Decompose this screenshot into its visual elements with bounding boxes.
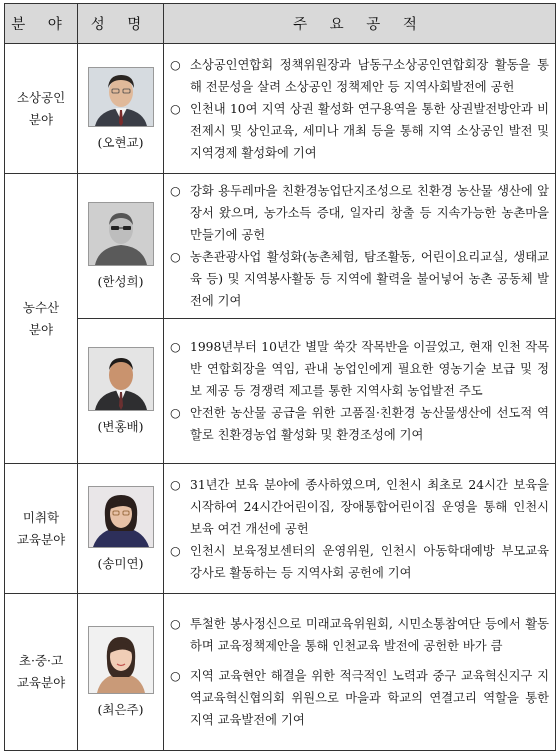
person-cell bbox=[78, 44, 164, 174]
achievement-text: 1998년부터 10년간 별말 쑥갓 작목반을 이끌었고, 현재 인천 작목반 연합회장을 역임, 관내 농업인에게 필요한 영농기술 보급 및 정보 제공 등 경쟁력 제고를 통한 지역사회 농업발전 주도 bbox=[190, 340, 550, 398]
person-name: (변홍배) bbox=[97, 419, 144, 434]
person-name: (최은주) bbox=[97, 702, 144, 717]
header-field: 분 야 bbox=[5, 4, 78, 44]
achievements-cell bbox=[164, 319, 556, 464]
field-cell bbox=[5, 594, 78, 751]
achievement-text: 인천내 10여 지역 상권 활성화 연구용역을 통한 상권발전방안과 비전제시 및 상인교육, 세미나 개최 등을 통해 지역 소상공인 발전 및 지역경제 활성화에 기여 bbox=[190, 101, 549, 160]
table-row bbox=[5, 319, 556, 464]
achievement-item bbox=[170, 540, 549, 584]
achievement-text: 인천시 보육정보센터의 운영위원, 인천시 아동학대예방 부모교육 강사로 활동하는 등 지역사회 공헌에 기여 bbox=[190, 543, 549, 580]
bullet-icon: ○ bbox=[170, 57, 181, 72]
awardee-table-sheet bbox=[4, 3, 555, 751]
table-row bbox=[5, 464, 556, 594]
portrait-photo bbox=[88, 67, 154, 127]
header-name: 성 명 bbox=[78, 4, 164, 44]
field-label: 교육분야 bbox=[16, 675, 66, 690]
bullet-icon: ○ bbox=[170, 617, 181, 631]
field-cell bbox=[5, 464, 78, 594]
person-name: (송미연) bbox=[97, 555, 144, 571]
table-row bbox=[5, 174, 556, 319]
achievement-text: 지역 교육현안 해결을 위한 적극적인 노력과 중구 교육혁신지구 지역교육혁신협의회 위원으로 마을과 학교의 연결고리 역할을 통한 지역 교육발전에 기여 bbox=[190, 669, 549, 727]
achievement-text: 강화 용두레마을 친환경농업단지조성으로 친환경 농산물 생산에 앞장서 왔으며, 농가소득 증대, 일자리 창출 등 지속가능한 농촌마을 만들기에 공헌 bbox=[190, 184, 549, 242]
achievement-item bbox=[170, 336, 549, 402]
achievement-item bbox=[170, 474, 549, 540]
header-achievements: 주 요 공 적 bbox=[164, 4, 556, 44]
bullet-icon: ○ bbox=[170, 101, 181, 116]
achievements-cell bbox=[164, 464, 556, 594]
table-row bbox=[5, 594, 556, 751]
achievement-item bbox=[170, 98, 549, 164]
portrait-photo bbox=[88, 626, 154, 694]
person-cell bbox=[78, 319, 164, 464]
field-cell bbox=[5, 174, 78, 464]
achievement-text: 농촌관광사업 활성화(농촌체험, 탐조활동, 어린이요리교실, 생태교육 등) 및 지역봉사활동 등 지역에 활력을 불어넣어 농촌 공동체 발전에 기여 bbox=[190, 250, 549, 308]
achievements-cell bbox=[164, 594, 556, 751]
header-row bbox=[5, 4, 556, 44]
awardee-table bbox=[4, 3, 556, 751]
achievement-item bbox=[170, 665, 549, 731]
field-label: 교육분야 bbox=[16, 531, 66, 547]
field-label: 초·중·고 bbox=[18, 653, 64, 668]
achievement-item bbox=[170, 54, 549, 98]
achievement-item bbox=[170, 246, 549, 312]
bullet-icon: ○ bbox=[170, 543, 181, 558]
bullet-icon: ○ bbox=[170, 250, 181, 264]
portrait-photo bbox=[88, 347, 154, 411]
field-label: 분야 bbox=[28, 321, 54, 337]
person-name: (한성희) bbox=[97, 274, 144, 289]
achievement-item bbox=[170, 180, 549, 246]
field-label: 분야 bbox=[28, 111, 54, 127]
bullet-icon: ○ bbox=[170, 477, 181, 492]
achievement-text: 31년간 보육 분야에 종사하였으며, 인천시 최초로 24시간 보육을 시작하여 24시간어린이집, 장애통합어린이집 운영을 통해 인천시 보육 여건 개선에 공헌 bbox=[190, 477, 549, 536]
person-name: (오현교) bbox=[97, 134, 144, 150]
field-label: 소상공인 bbox=[16, 89, 66, 105]
achievement-item bbox=[170, 402, 549, 446]
person-cell bbox=[78, 174, 164, 319]
achievements-cell bbox=[164, 174, 556, 319]
achievement-item bbox=[170, 613, 549, 657]
achievement-text: 투철한 봉사정신으로 미래교육위원회, 시민소통참여단 등에서 활동하며 교육정책제안을 통해 인천교육 발전에 공헌한 바가 큼 bbox=[190, 617, 549, 653]
portrait-photo bbox=[88, 486, 154, 548]
achievement-text: 안전한 농산물 공급을 위한 고품질·친환경 농산물생산에 선도적 역할로 친환경농업 활성화 및 환경조성에 기여 bbox=[190, 406, 549, 442]
portrait-photo bbox=[88, 202, 154, 266]
field-cell bbox=[5, 44, 78, 174]
field-label: 미취학 bbox=[22, 509, 60, 525]
bullet-icon: ○ bbox=[170, 406, 181, 420]
achievement-text: 소상공인연합회 정책위원장과 남동구소상공인연합회장 활동을 통해 전문성을 살려 소상공인 정책제안 등 지역사회발전에 공헌 bbox=[190, 57, 549, 94]
bullet-icon: ○ bbox=[170, 340, 181, 354]
bullet-icon: ○ bbox=[170, 669, 181, 683]
field-label: 농수산 bbox=[22, 299, 60, 315]
person-cell bbox=[78, 594, 164, 751]
achievements-cell bbox=[164, 44, 556, 174]
table-row bbox=[5, 44, 556, 174]
bullet-icon: ○ bbox=[170, 184, 181, 198]
person-cell bbox=[78, 464, 164, 594]
